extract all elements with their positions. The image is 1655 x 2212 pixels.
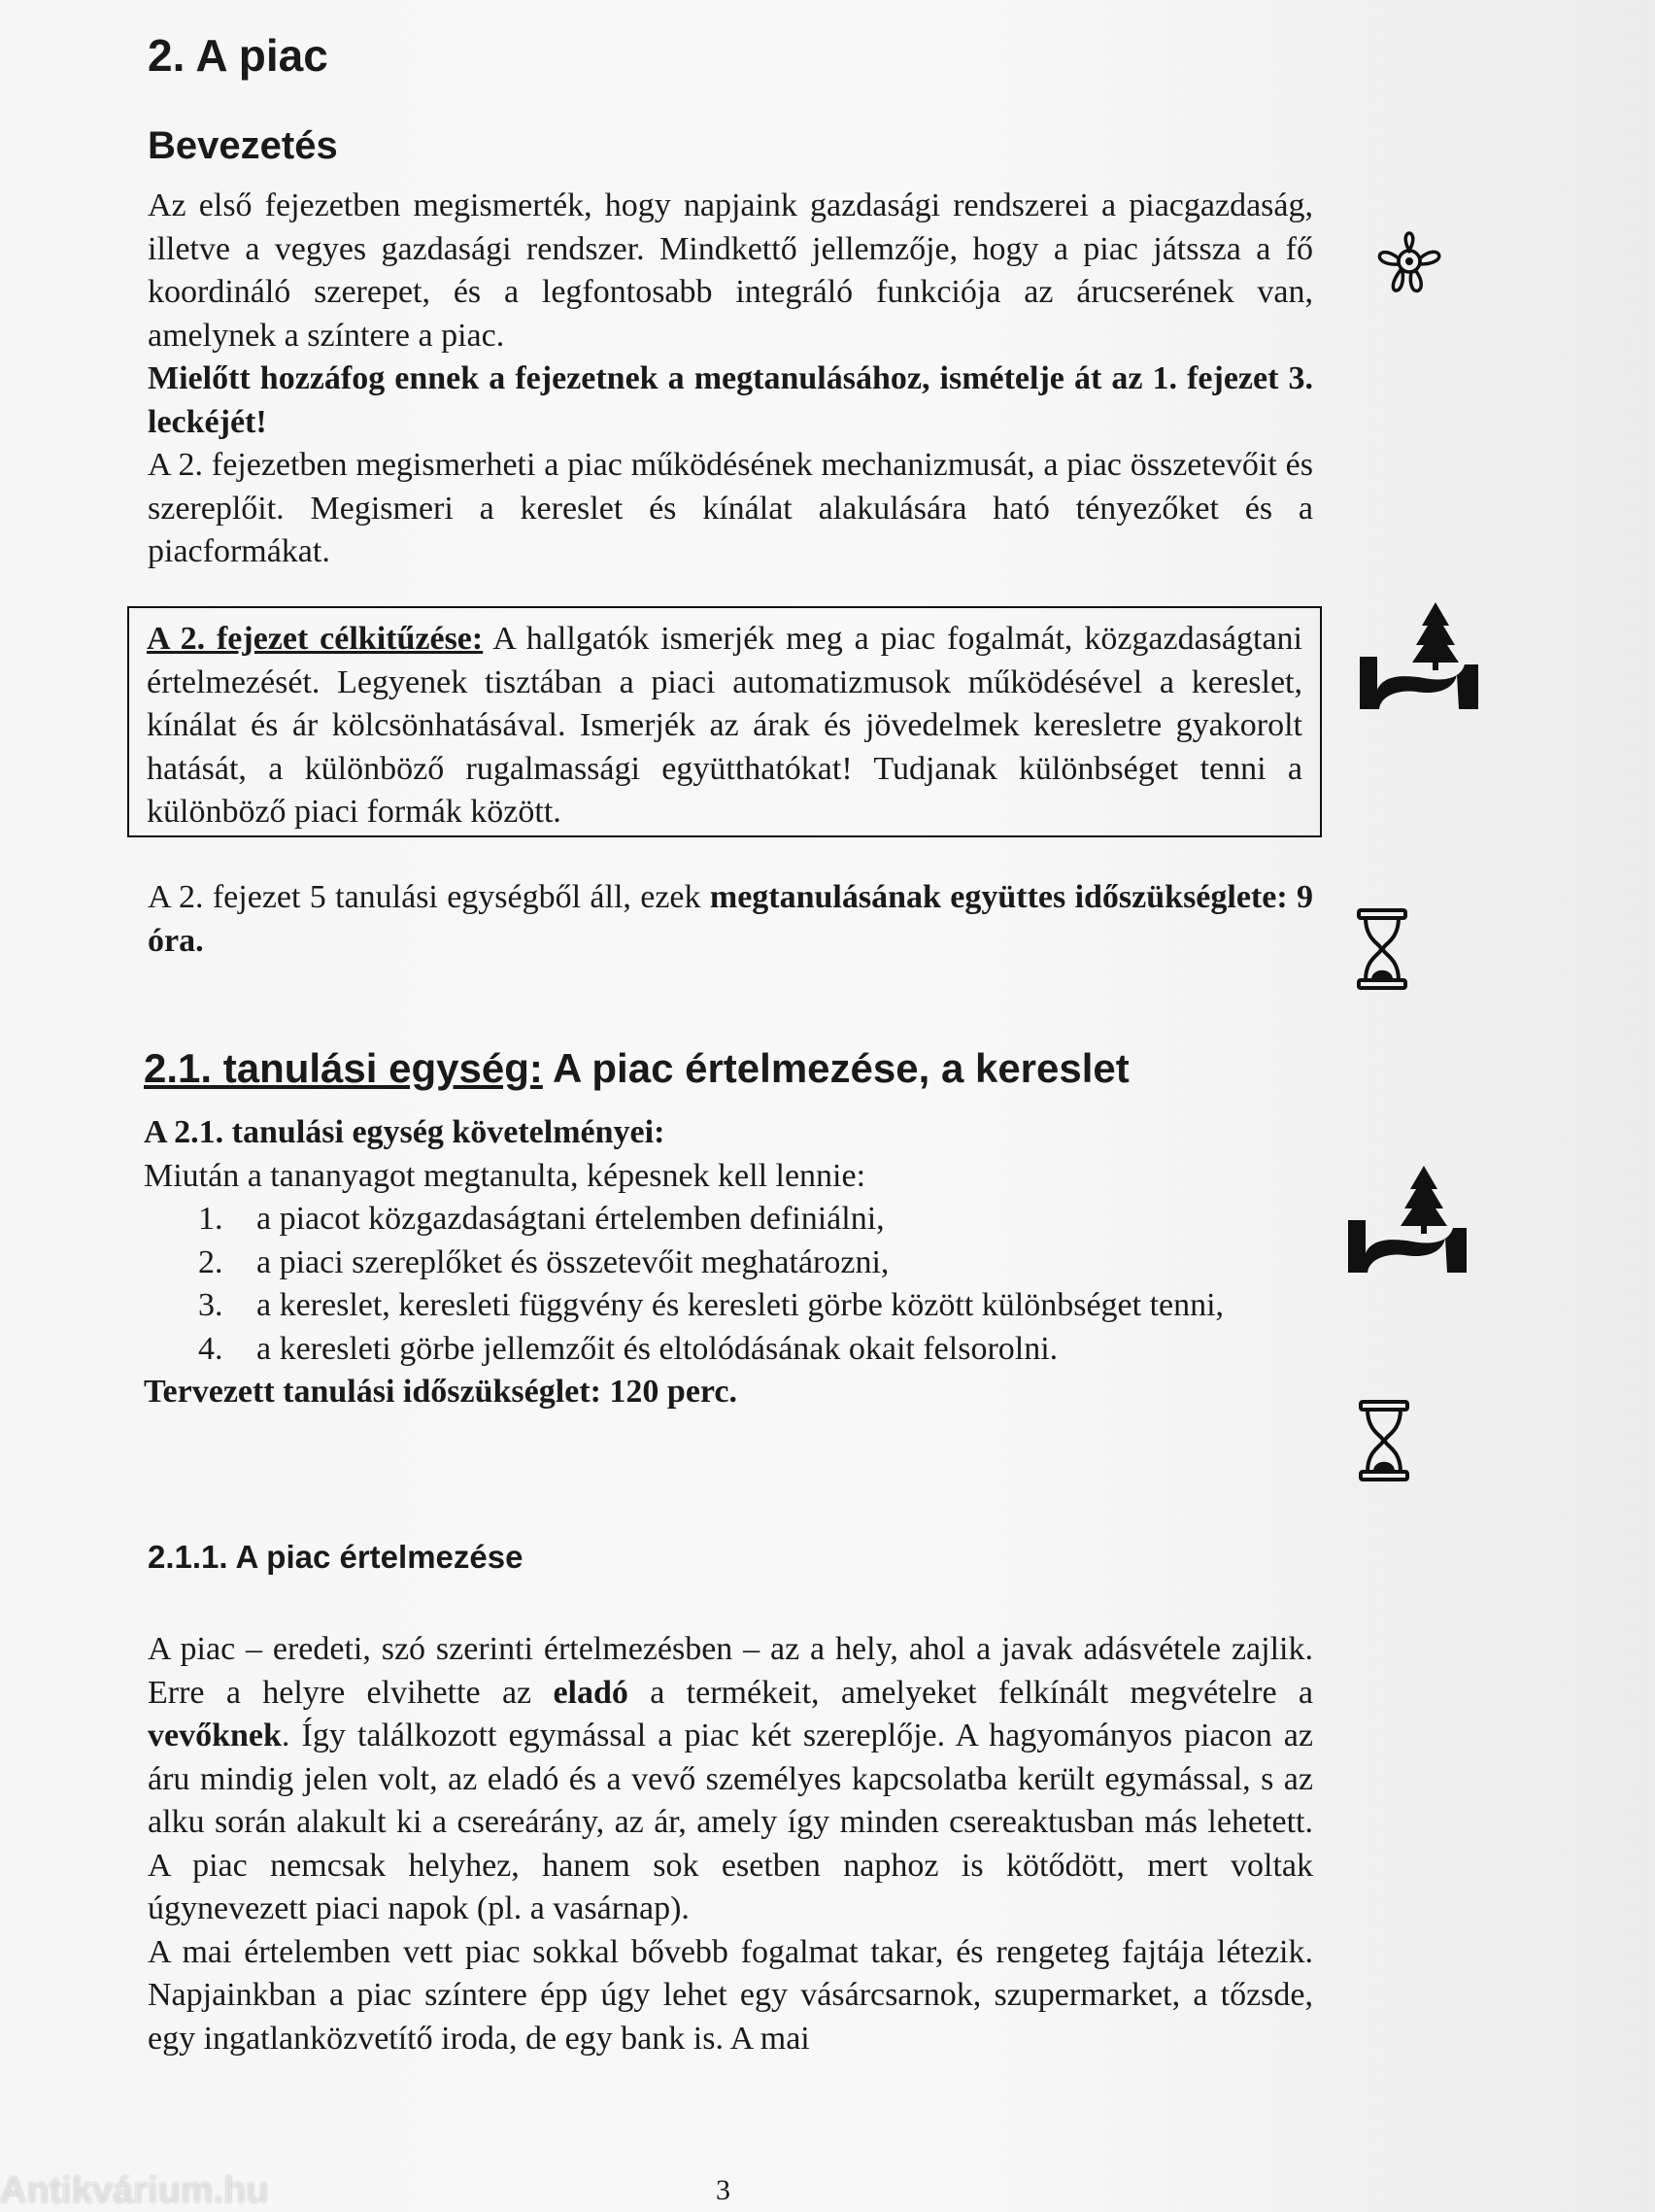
list-text: a piacot közgazdaságtani értelemben definiálni,	[256, 1201, 885, 1237]
list-item	[144, 1242, 1309, 1285]
unit-title: A piac értelmezése, a kereslet	[542, 1045, 1130, 1091]
bleed-through-area	[1321, 39, 1641, 2127]
list-number: 2.	[198, 1243, 223, 1280]
list-text: a piaci szereplőket és összetevőit meghatározni,	[256, 1243, 890, 1280]
goal-text	[147, 618, 1302, 834]
chapter-title: 2. A piac	[148, 30, 328, 81]
section-body	[148, 1628, 1313, 2060]
chapter-time-text	[148, 876, 1313, 963]
intro-paragraph-3: A 2. fejezetben megismerheti a piac működésének mechanizmusát, a piac összetevőit és szereplőit. Megismeri a kereslet és kínálat alakulására ható tényezőket és a piacformákat.	[148, 447, 1313, 569]
intro-paragraph-1: Az első fejezetben megismerték, hogy napjaink gazdasági rendszerei a piacgazdaság, illetve a vegyes gazdasági rendszer. Mindkettő jellemzője, hogy a piac játssza a fő koordináló szerepet, és a legfontosabb integráló funkciója az árucserének van, amelynek a színtere a piac.	[148, 187, 1313, 354]
unit-time: Tervezett tanulási időszükséglet: 120 perc.	[144, 1374, 737, 1410]
goal-box	[127, 606, 1322, 837]
list-number: 1.	[198, 1201, 223, 1237]
list-text: a kereslet, keresleti függvény és keresleti görbe között különbséget tenni,	[256, 1287, 1225, 1323]
hourglass-icon	[1356, 907, 1408, 991]
page-number: 3	[716, 2174, 730, 2206]
bold-term-buyers: vevőknek	[148, 1718, 282, 1753]
chapter-time	[148, 876, 1313, 963]
section-heading: 2.1.1. A piac értelmezése	[148, 1539, 524, 1575]
goal-body: A hallgatók ismerjék meg a piac fogalmát, közgazdaságtani értelmezését. Legyenek tisztában a piaci automatizmusok működésével a kereslet, kínálat és ár kölcsönhatásával. Ismerjék az árak és jövedelmek keresletre gyakorolt hatását, a különböző rugalmassági együtthatókat! Tudjanak különbséget tenni a különböző piaci formák között.	[147, 621, 1302, 830]
list-number: 4.	[198, 1330, 223, 1367]
list-item	[144, 1328, 1309, 1372]
path-tree-icon	[1358, 600, 1480, 709]
intro-heading: Bevezetés	[148, 124, 338, 167]
watermark: Antikvárium.hu	[0, 2170, 269, 2211]
requirements-title: A 2.1. tanulási egység követelményei:	[144, 1114, 665, 1150]
text-run: A piac – eredeti, szó szerinti értelmezésben – az a hely, ahol a javak adásvétele zajlik. Erre a helyre elvihette az	[148, 1631, 1313, 1711]
flower-icon	[1368, 220, 1451, 303]
bold-term-seller: eladó	[553, 1674, 628, 1711]
hourglass-icon	[1358, 1399, 1410, 1482]
intro-section	[148, 185, 1313, 574]
requirements-list	[144, 1198, 1309, 1371]
text-run: a termékeit, amelyeket felkínált megvételre a	[627, 1674, 1314, 1711]
list-number: 3.	[198, 1287, 223, 1323]
chapter-time-b: megtanulásának együttes időszükséglete: 9 óra.	[148, 879, 1314, 959]
path-tree-icon	[1346, 1164, 1469, 1273]
list-item	[144, 1198, 1309, 1242]
unit-requirements	[144, 1111, 1319, 1414]
intro-paragraph-2: Mielőtt hozzáfog ennek a fejezetnek a megtanulásához, ismételje át az 1. fejezet 3. leckéjét!	[148, 360, 1313, 440]
section-paragraph-2: A mai értelemben vett piac sokkal bővebb fogalmat takar, és rengeteg fajtája létezik. Napjainkban a piac színtere épp úgy lehet egy vásárcsarnok, szupermarket, a tőzsde, egy ingatlanközvetítő iroda, de egy bank is. A mai	[148, 1933, 1313, 2057]
list-text: a keresleti görbe jellemzőit és eltolódásának okait felsorolni.	[256, 1330, 1059, 1367]
unit-heading	[144, 1045, 1130, 1092]
requirements-intro: Miután a tananyagot megtanulta, képesnek kell lennie:	[144, 1157, 866, 1194]
section-paragraph-1	[148, 1628, 1313, 1931]
goal-label: A 2. fejezet célkitűzése:	[147, 621, 484, 657]
text-run: . Így találkozott egymással a piac két szereplője. A hagyományos piacon az áru mindig jelen volt, az eladó és a vevő személyes kapcsolatba került egymással, s az alku során alakult ki a csereárány, az ár, amely így minden csereaktusban más lehetett. A piac nemcsak helyhez, hanem sok esetben naphoz is kötődött, mert voltak úgynevezett piaci napok (pl. a vasárnap).	[148, 1718, 1313, 1926]
chapter-time-a: A 2. fejezet 5 tanulási egységből áll, ezek	[148, 879, 710, 915]
list-item	[144, 1284, 1309, 1328]
unit-label: 2.1. tanulási egység:	[144, 1045, 543, 1091]
